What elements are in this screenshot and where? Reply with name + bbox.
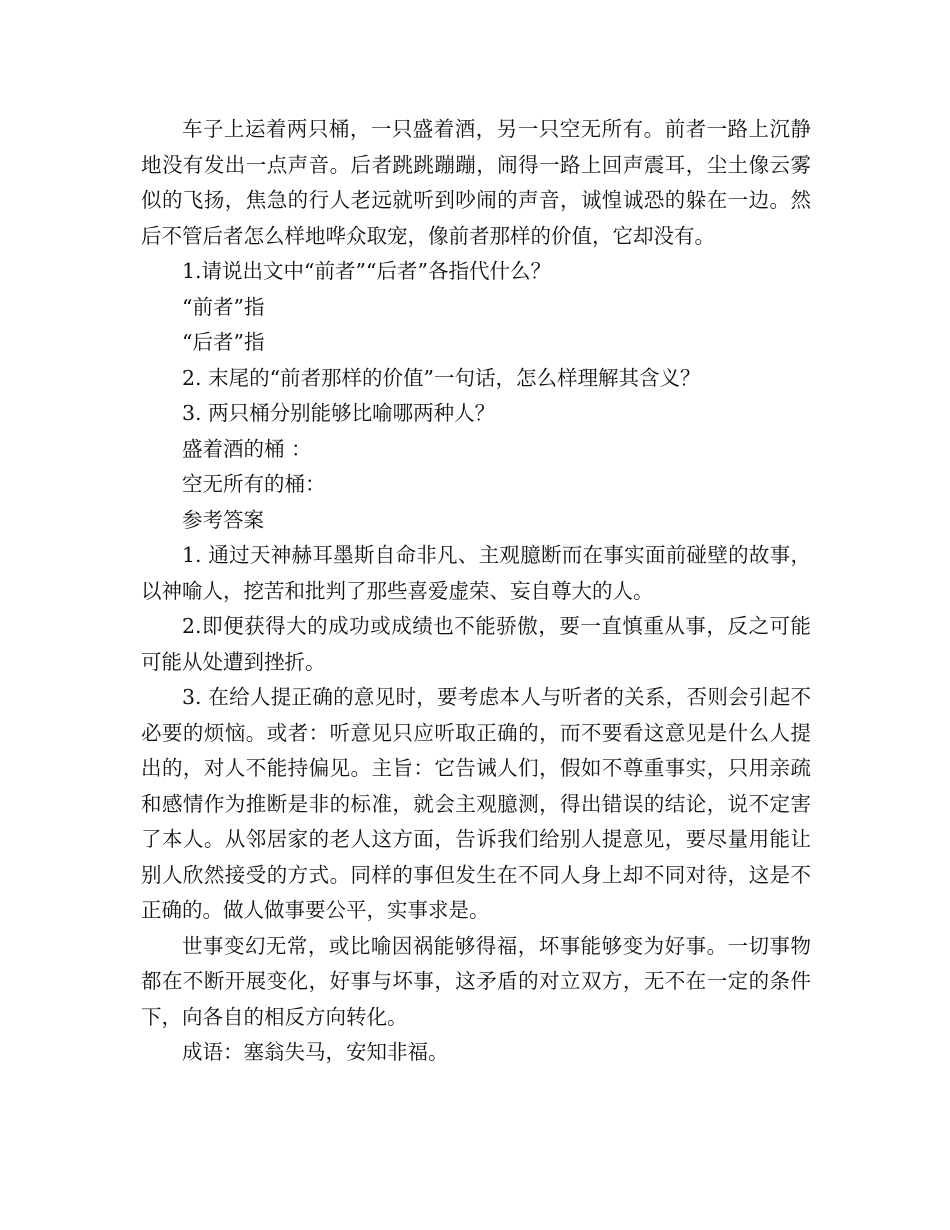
answer-3: 3. 在给人提正确的意见时，要考虑本人与听者的关系，否则会引起不必要的烦恼。或者：听意见只应听取正确的，而不要看这意见是什么人提出的，对人不能持偏见。主旨：它告诫人们，假如不尊重事实，只用亲疏和感情作为推断是非的标准，就会主观臆测，得出错误的结论，说不定害了本人。从邻居家的老人这方面，告诉我们给别人提意见，要尽量用能让别人欣然接受的方式。同样的事但发生在不同人身上却不同对待，这是不正确的。做人做事要公平，实事求是。 — [141, 685, 811, 922]
answers-heading: 参考答案 — [182, 507, 264, 532]
answer-4: 世事变幻无常，或比喻因祸能够得福，坏事能够变为好事。一切事物都在不断开展变化，好事与坏事，这矛盾的对立双方，无不在一定的条件下，向各自的相反方向转化。 — [141, 933, 811, 1029]
question-3: 3. 两只桶分别能够比喻哪两种人？ — [182, 401, 496, 425]
question-1-blank-a: “前者”指 — [182, 294, 265, 319]
question-3-blank-a: 盛着酒的桶 ： — [182, 436, 312, 461]
question-1-blank-b: “后者”指 — [182, 330, 265, 354]
question-2: 2. 末尾的“前者那样的价值”一句话，怎么样理解其含义？ — [182, 365, 701, 390]
question-3-blank-b: 空无所有的桶： — [182, 472, 326, 496]
document-page — [141, 112, 811, 1071]
idiom-line: 成语：塞翁失马，安知非福。 — [182, 1040, 449, 1064]
passage-paragraph: 车子上运着两只桶，一只盛着酒，另一只空无所有。前者一路上沉静地没有发出一点声音。后者跳跳蹦蹦，闹得一路上回声震耳，尘土像云雾似的飞扬，焦急的行人老远就听到吵闹的声音，诚惶诚恐的躲在一边。然后不管后者怎么样地哗众取宠，像前者那样的价值，它却没有。 — [141, 117, 811, 248]
answer-2: 2.即便获得大的成功或成绩也不能骄傲，要一直慎重从事，反之可能可能从处遭到挫折。 — [141, 614, 811, 674]
answer-1: 1. 通过天神赫耳墨斯自命非凡、主观臆断而在事实面前碰壁的故事，以神喻人，挖苦和批判了那些喜爱虚荣、妄自尊大的人。 — [141, 543, 811, 603]
question-1: 1.请说出文中“前者”“后者”各指代什么？ — [182, 259, 551, 283]
